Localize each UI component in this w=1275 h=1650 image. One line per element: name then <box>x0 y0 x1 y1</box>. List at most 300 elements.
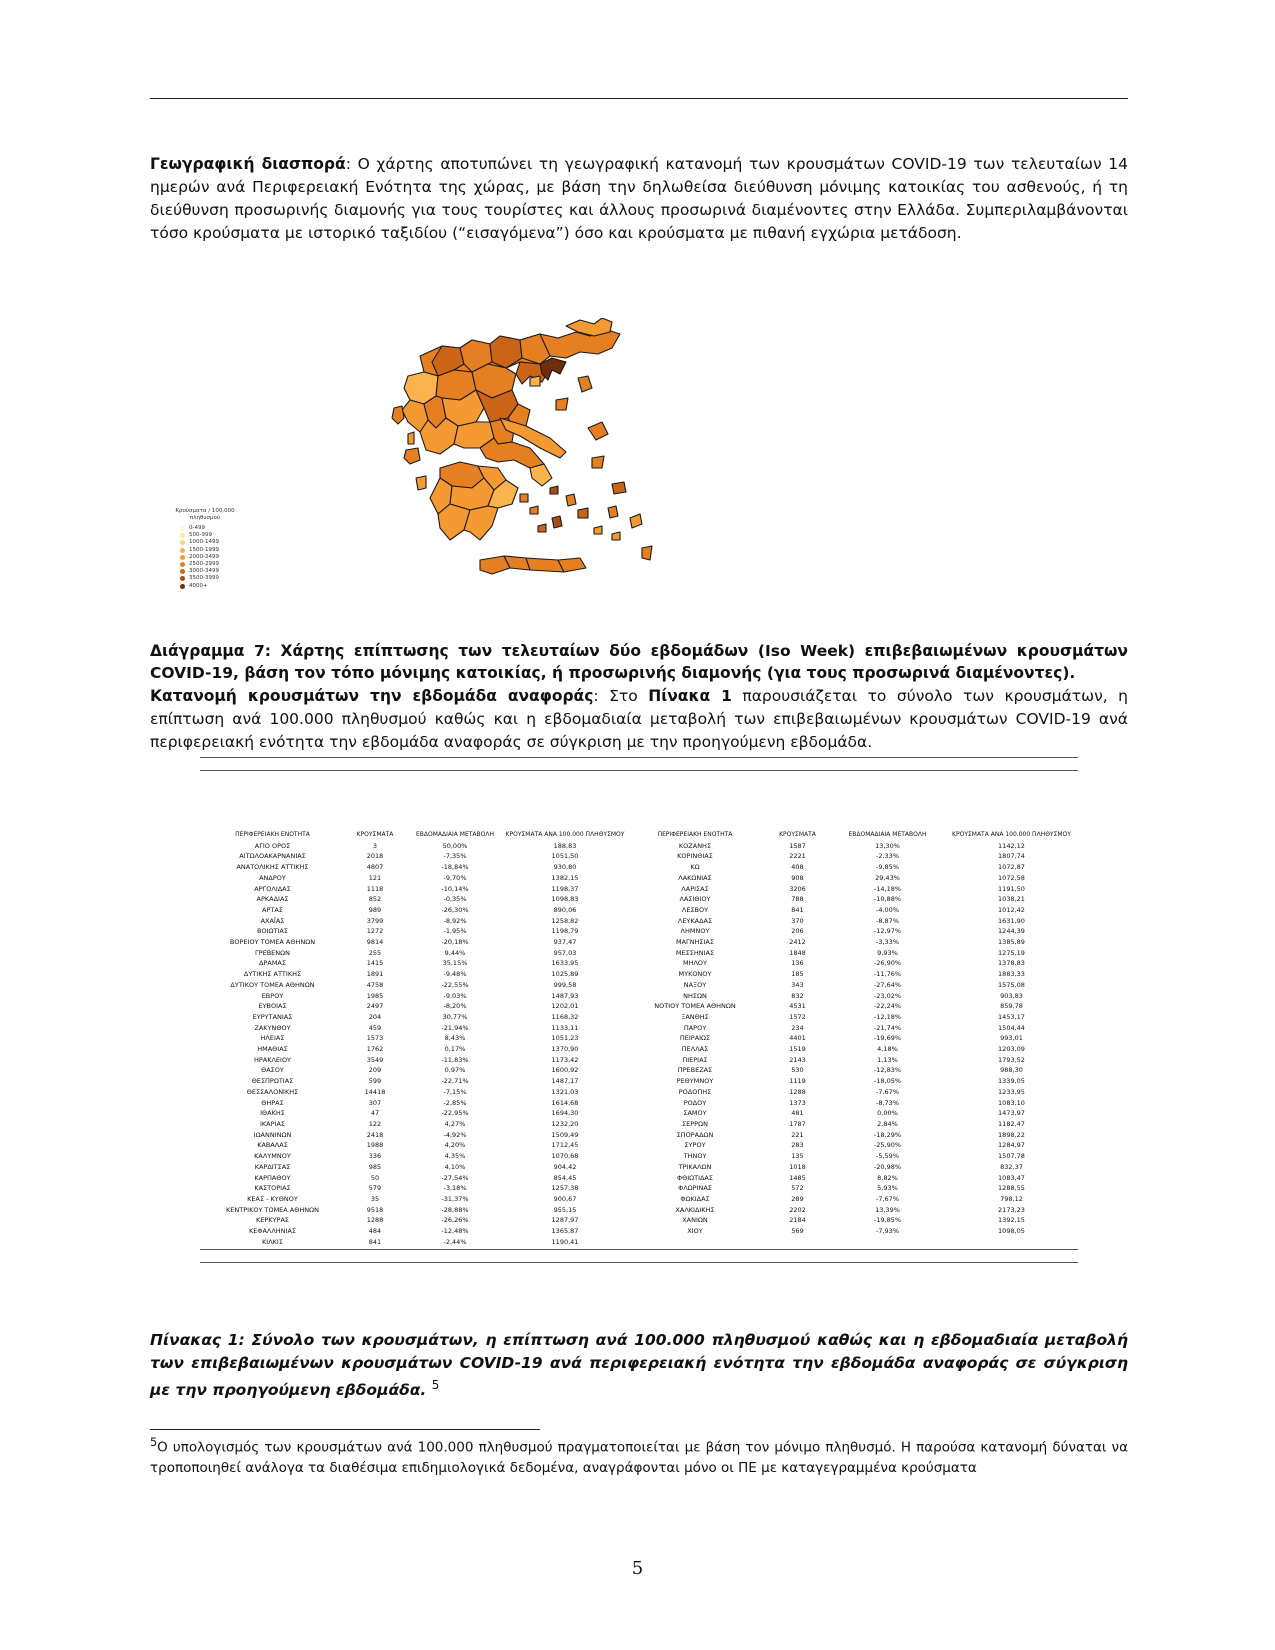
table-cell: -12,48% <box>441 1227 469 1236</box>
table-cell: -19,69% <box>873 1034 902 1043</box>
table-cell: -7,67% <box>876 1087 899 1096</box>
map-legend <box>160 508 250 590</box>
table-cell: 9518 <box>366 1205 384 1214</box>
footnote-text: Ο υπολογισμός των κρουσμάτων ανά 100.000 πληθυσμού πραγματοποιείται με βάση τον μόνιμο πληθυσμό. Η παρούσα κατανομή δύναται να τροποποιηθεί ανάλογα τα διαθέσιμα επιδημιολογικά δεδομένα, αναγράφονται μόνο οι ΠΕ με καταγεγραμμένα κρούσματα <box>150 1439 1128 1476</box>
table-cell: ΠΕΙΡΑΙΩΣ <box>679 1034 711 1043</box>
paragraph-title: Γεωγραφική διασπορά <box>150 155 346 173</box>
table-cell: 832,37 <box>1000 1162 1023 1171</box>
table-cell: -26,26% <box>441 1216 469 1225</box>
map-region <box>578 508 588 518</box>
table-cell: 13,39% <box>875 1205 900 1214</box>
table-cell: ΛΗΜΝΟΥ <box>680 927 710 936</box>
table-cell: 1694,30 <box>551 1109 579 1118</box>
table-cell: 1473,97 <box>998 1109 1025 1118</box>
table-cell: 1119 <box>789 1077 806 1086</box>
table-cell: -0,35% <box>443 895 467 904</box>
table-cell: -18,05% <box>873 1077 902 1086</box>
table-cell: -3,18% <box>443 1184 467 1193</box>
legend-label: 2000-2499 <box>189 553 219 560</box>
table-cell: -5,59% <box>876 1152 899 1161</box>
table-cell: 283 <box>791 1141 804 1150</box>
table-rule <box>200 1249 1078 1250</box>
table-row <box>200 1023 1078 1034</box>
table-cell: -7,67% <box>876 1194 899 1203</box>
table-cell: 4,20% <box>444 1141 466 1150</box>
table-cell: 1072,87 <box>998 863 1025 872</box>
table-row <box>200 1055 1078 1066</box>
map-region <box>408 432 414 444</box>
table-cell: 904,42 <box>553 1162 577 1171</box>
table-cell: 0,17% <box>444 1045 466 1054</box>
table-cell: 209 <box>368 1066 382 1075</box>
column-header: ΠΕΡΙΦΕΡΕΙΑΚΗ ΕΝΟΤΗΤΑ <box>657 831 733 838</box>
table-cell: -12,83% <box>873 1066 902 1075</box>
table-cell: -25,90% <box>873 1141 902 1150</box>
table-cell: -7,35% <box>443 852 467 861</box>
table-cell: 2173,23 <box>998 1205 1025 1214</box>
table-row <box>200 862 1078 873</box>
table-cell: -3,33% <box>876 938 899 947</box>
table-cell: 50 <box>370 1173 380 1182</box>
column-header: ΚΡΟΥΣΜΑΤΑ ΑΝΑ 100.000 ΠΛΗΘΥΣΜΟΥ <box>952 831 1071 838</box>
table-row <box>200 1173 1078 1184</box>
table-row <box>200 841 1078 852</box>
table-cell: 1793,52 <box>998 1055 1025 1064</box>
table-row <box>200 1194 1078 1205</box>
table-cell: 4,10% <box>444 1162 466 1171</box>
table-cell: 5,93% <box>877 1184 898 1193</box>
table-cell: 1891 <box>366 970 384 979</box>
table-cell: 1453,17 <box>998 1012 1025 1021</box>
legend-label: 3500-3999 <box>189 575 219 582</box>
table-cell: 4401 <box>789 1034 806 1043</box>
table-row <box>200 1205 1078 1216</box>
table-cell: 1807,74 <box>998 852 1025 861</box>
legend-label: 500-999 <box>189 532 212 539</box>
table-row <box>200 969 1078 980</box>
table-cell: -28,88% <box>441 1205 469 1214</box>
legend-item <box>180 539 250 546</box>
table-cell: -21,94% <box>441 1023 469 1032</box>
table-cell: 2184 <box>789 1216 806 1225</box>
figure-caption: Διάγραμμα 7: Χάρτης επίπτωσης των τελευταίων δύο εβδομάδων (Iso Week) επιβεβαιωμένων κρουσμάτων COVID-19, βάση τον τόπο μόνιμης κατοικίας, ή προσωρινής διαμονής (για τους προσωρινά διαμένοντες). <box>150 642 1128 682</box>
table-cell: 2018 <box>366 852 384 861</box>
map-region <box>392 406 404 424</box>
map-region <box>556 398 568 410</box>
table-cell: 121 <box>368 873 382 882</box>
table-cell: ΑΝΑΤΟΛΙΚΗΣ ΑΤΤΙΚΗΣ <box>236 863 309 872</box>
table-cell: -18,29% <box>873 1130 902 1139</box>
table-cell: 29,43% <box>875 873 900 882</box>
legend-swatch <box>180 548 185 553</box>
table-cell: -9,70% <box>443 873 467 882</box>
table-cell: -22,71% <box>441 1077 469 1086</box>
table-cell: 3206 <box>789 884 806 893</box>
table-cell: ΠΕΛΛΑΣ <box>681 1045 709 1054</box>
legend-item <box>180 547 250 554</box>
table-cell: 599 <box>368 1077 382 1086</box>
table-row <box>200 1001 1078 1012</box>
table-cell: -12,97% <box>873 927 902 936</box>
table-rule <box>200 770 1078 771</box>
table-cell: -22,95% <box>441 1109 469 1118</box>
table-row <box>200 1140 1078 1151</box>
map-region <box>612 482 626 494</box>
table-cell: 1275,19 <box>998 948 1025 957</box>
table-cell: -27,64% <box>873 980 902 989</box>
table-cell: ΙΩΑΝΝΙΝΩΝ <box>253 1130 292 1139</box>
table-row <box>200 980 1078 991</box>
table-cell: -26,90% <box>873 959 902 968</box>
table-cell: 1168,32 <box>551 1012 579 1021</box>
legend-swatch <box>180 584 185 589</box>
legend-item <box>180 583 250 590</box>
table-cell: -10,88% <box>873 895 902 904</box>
table-cell: 852 <box>368 895 382 904</box>
table-cell: -23,02% <box>873 991 902 1000</box>
table-cell: -7,15% <box>443 1087 467 1096</box>
table-row <box>200 851 1078 862</box>
table-cell: ΦΩΚΙΔΑΣ <box>680 1194 710 1203</box>
legend-item <box>180 532 250 539</box>
table-cell: 484 <box>368 1227 382 1236</box>
table-cell: 1848 <box>789 948 806 957</box>
map-region <box>404 448 420 464</box>
table-row <box>200 1098 1078 1109</box>
table-row <box>200 1087 1078 1098</box>
table-cell: 798,12 <box>1000 1194 1023 1203</box>
table-cell: 1600,92 <box>551 1066 579 1075</box>
legend-label: 4000+ <box>189 582 208 589</box>
map-region <box>552 516 562 528</box>
table-cell: 1098,83 <box>551 895 579 904</box>
map-region <box>592 456 604 468</box>
table-cell: ΧΑΛΚΙΔΙΚΗΣ <box>675 1205 715 1214</box>
table-cell: 2143 <box>789 1055 806 1064</box>
table-row <box>200 916 1078 927</box>
table-cell: ΝΑΞΟΥ <box>683 980 707 989</box>
table-row <box>200 1012 1078 1023</box>
map-region <box>538 524 546 532</box>
table-cell: 1232,20 <box>551 1119 579 1128</box>
table-cell: -9,85% <box>876 863 899 872</box>
table-row <box>200 1065 1078 1076</box>
table-cell: ΔΥΤΙΚΟΥ ΤΟΜΕΑ ΑΘΗΝΩΝ <box>230 980 315 989</box>
table-cell: ΝΟΤΙΟΥ ΤΟΜΕΑ ΑΘΗΝΩΝ <box>654 1002 736 1011</box>
table-cell: ΚΟΖΑΝΗΣ <box>678 841 712 850</box>
table-cell: 1198,37 <box>551 884 579 893</box>
table-cell: -2,85% <box>443 1098 467 1107</box>
table-cell: -8,20% <box>443 1002 467 1011</box>
legend-swatch <box>180 555 185 560</box>
table-cell: 221 <box>791 1130 804 1139</box>
map-region <box>530 506 538 514</box>
table-cell: -4,92% <box>443 1130 467 1139</box>
table-cell: ΛΑΣΙΘΙΟΥ <box>679 895 711 904</box>
table-row <box>200 1215 1078 1226</box>
table-cell: ΦΘΙΩΤΙΔΑΣ <box>676 1173 713 1182</box>
table-cell: 2202 <box>789 1205 806 1214</box>
table-cell: 1288,55 <box>998 1184 1025 1193</box>
table-cell: 343 <box>791 980 804 989</box>
table-cell: 788 <box>791 895 804 904</box>
table-cell: 1988 <box>366 1141 384 1150</box>
map-region <box>520 494 528 502</box>
legend-item <box>180 561 250 568</box>
map-region <box>550 486 558 494</box>
table-cell: 569 <box>791 1227 804 1236</box>
table-cell: 1573 <box>366 1034 384 1043</box>
table-caption-text: Πίνακας 1: Σύνολο των κρουσμάτων, η επίπτωση ανά 100.000 πληθυσμού καθώς και η εβδομαδιαία μεταβολή των επιβεβαιωμένων κρουσμάτων COVID-19 ανά περιφερειακή ενότητα την εβδομάδα αναφοράς σε σύγκριση με την προηγούμενη εβδομάδα. <box>150 1331 1128 1400</box>
table-cell: 3549 <box>366 1055 384 1064</box>
table-cell: ΚΑΣΤΟΡΙΑΣ <box>254 1184 291 1193</box>
table-cell: 1509,49 <box>551 1130 579 1139</box>
table-cell: -8,87% <box>876 916 899 925</box>
table-cell: ΘΗΡΑΣ <box>261 1098 284 1107</box>
table-cell: 8,43% <box>444 1034 466 1043</box>
table-cell: -8,92% <box>443 916 467 925</box>
page-number: 5 <box>631 1558 644 1579</box>
column-header: ΠΕΡΙΦΕΡΕΙΑΚΗ ΕΝΟΤΗΤΑ <box>235 831 310 838</box>
table-cell: 999,58 <box>553 980 577 989</box>
table-cell: 136 <box>791 959 804 968</box>
table-cell: 8,82% <box>877 1173 898 1182</box>
table-row <box>200 1183 1078 1194</box>
column-header: ΚΡΟΥΣΜΑΤΑ <box>779 831 816 838</box>
table-row <box>200 926 1078 937</box>
table-cell: 1083,10 <box>998 1098 1025 1107</box>
table-cell: 14418 <box>364 1087 386 1096</box>
table-row <box>200 1162 1078 1173</box>
map-region <box>594 526 602 534</box>
table-row <box>200 1151 1078 1162</box>
legend-label: 1000-1499 <box>189 539 219 546</box>
table-cell: ΗΡΑΚΛΕΙΟΥ <box>253 1055 292 1064</box>
map-region <box>588 422 608 440</box>
table-cell: ΑΡΓΟΛΙΔΑΣ <box>254 884 291 893</box>
table-cell: 908 <box>791 873 804 882</box>
table-row <box>200 1044 1078 1055</box>
table-cell <box>830 1237 945 1248</box>
table-cell: -2,44% <box>443 1237 467 1246</box>
table-row <box>200 894 1078 905</box>
table-cell: ΛΕΣΒΟΥ <box>681 905 709 914</box>
table-cell: 841 <box>368 1237 382 1246</box>
table-cell: 1339,05 <box>998 1077 1025 1086</box>
distribution-paragraph <box>150 685 1128 754</box>
table-cell: ΕΒΡΟΥ <box>261 991 284 1000</box>
map-region <box>464 506 498 540</box>
footnote-ref: 5 <box>431 1378 440 1392</box>
table-cell: 2,84% <box>877 1119 898 1128</box>
table-cell: -9,03% <box>443 991 467 1000</box>
table-cell: ΜΑΓΝΗΣΙΑΣ <box>675 938 714 947</box>
table-cell: 122 <box>368 1119 382 1128</box>
map-region <box>608 506 618 518</box>
map-region <box>438 504 470 540</box>
table-cell: ΛΑΡΙΣΑΣ <box>681 884 709 893</box>
geographic-spread-paragraph <box>150 153 1128 245</box>
table-cell: -18,84% <box>441 863 469 872</box>
table-cell: ΚΑΒΑΛΑΣ <box>257 1141 288 1150</box>
table-cell: 1191,50 <box>998 884 1025 893</box>
table-cell: 1051,50 <box>551 852 579 861</box>
map-region <box>612 532 620 540</box>
table-cell: 1365,87 <box>551 1227 579 1236</box>
table-row <box>200 958 1078 969</box>
legend-label: 1500-1999 <box>189 546 219 553</box>
table-cell: 4531 <box>789 1002 806 1011</box>
table-cell: ΜΥΚΟΝΟΥ <box>678 970 712 979</box>
table-cell: ΡΟΔΟΠΗΣ <box>678 1087 712 1096</box>
table-cell: ΚΙΛΚΙΣ <box>262 1237 283 1246</box>
table-cell: ΣΥΡΟΥ <box>684 1141 706 1150</box>
table-cell: 1392,15 <box>998 1216 1025 1225</box>
table-cell: 0,00% <box>877 1109 898 1118</box>
table-cell: 234 <box>791 1023 804 1032</box>
table-cell: 9,44% <box>444 948 466 957</box>
table-cell: 1572 <box>789 1012 806 1021</box>
table-cell: ΜΕΣΣΗΝΙΑΣ <box>675 948 715 957</box>
table-cell: 3799 <box>366 916 384 925</box>
table-cell <box>625 1237 765 1248</box>
footnote-rule <box>150 1429 540 1430</box>
table-cell: ΛΕΥΚΑΔΑΣ <box>677 916 713 925</box>
table-row <box>200 1108 1078 1119</box>
table-cell: 1142,12 <box>998 841 1025 850</box>
table-cell: ΒΟΡΕΙΟΥ ΤΟΜΕΑ ΑΘΗΝΩΝ <box>229 938 316 947</box>
table-cell: 9,93% <box>877 948 898 957</box>
table-row <box>200 1076 1078 1087</box>
table-cell: 579 <box>368 1184 382 1193</box>
table-cell: -14,18% <box>873 884 902 893</box>
table-cell: ΣΠΟΡΑΔΩΝ <box>676 1130 714 1139</box>
table-cell: -21,74% <box>873 1023 902 1032</box>
table-cell: 988,30 <box>1000 1066 1023 1075</box>
greece-incidence-map <box>380 318 710 618</box>
table-cell: 1382,15 <box>551 873 579 882</box>
table-cell: ΕΥΒΟΙΑΣ <box>258 1002 287 1011</box>
table-cell: -4,00% <box>876 905 899 914</box>
table-cell: 1070,68 <box>551 1152 579 1161</box>
table-cell: ΚΕΡΚΥΡΑΣ <box>256 1216 289 1225</box>
table-cell: -27,54% <box>441 1173 469 1182</box>
table-row <box>200 905 1078 916</box>
table-cell: ΧΑΝΙΩΝ <box>682 1216 708 1225</box>
table-cell <box>765 1237 830 1248</box>
table-cell: 1018 <box>789 1162 806 1171</box>
table-cell: 1288 <box>366 1216 384 1225</box>
table-cell: 255 <box>368 948 382 957</box>
table-row <box>200 991 1078 1002</box>
table-cell: ΙΚΑΡΙΑΣ <box>259 1119 286 1128</box>
table-cell: ΚΕΑΣ - ΚΥΘΝΟΥ <box>247 1194 298 1203</box>
table-cell: 957,03 <box>553 948 577 957</box>
table-cell: 930,80 <box>553 863 577 872</box>
table-cell: 530 <box>791 1066 804 1075</box>
table-cell: ΡΕΘΥΜΝΟΥ <box>676 1077 714 1086</box>
table-cell: ΦΛΩΡΙΝΑΣ <box>678 1184 712 1193</box>
table-cell: 1487,17 <box>551 1077 579 1086</box>
table-cell: 1587 <box>789 841 806 850</box>
table-cell: 1378,83 <box>998 959 1025 968</box>
table-cell: 854,45 <box>553 1173 577 1182</box>
table-row <box>200 1033 1078 1044</box>
table-cell: 1118 <box>366 884 384 893</box>
table-cell: -7,93% <box>876 1227 899 1236</box>
table-cell: ΠΙΕΡΙΑΣ <box>682 1055 708 1064</box>
table-cell: 955,15 <box>553 1205 577 1214</box>
table-cell: -20,18% <box>441 938 469 947</box>
table-rule <box>200 757 1078 758</box>
table-cell: ΕΥΡΥΤΑΝΙΑΣ <box>252 1012 293 1021</box>
table-cell: 47 <box>370 1109 380 1118</box>
table-cell: ΜΗΛΟΥ <box>682 959 708 968</box>
paragraph-text: : Ο χάρτης αποτυπώνει τη γεωγραφική κατανομή των κρουσμάτων COVID-19 των τελευταίων 14 ημερών ανά Περιφερειακή Ενότητα της χώρας, με βάση την δηλωθείσα διεύθυνση μόνιμης κατοικίας του ασθενούς, ή τη διεύθυνση προσωρινής διαμονής για τους τουρίστες και άλλους προσωρινά διαμένοντες στην Ελλάδα. Συμπεριλαμβάνονται τόσο κρούσματα με ιστορικό ταξιδίου (“εισαγόμενα”) όσο και κρούσματα με πιθανή εγχώρια μετάδοση. <box>150 155 1129 242</box>
table-cell: 2412 <box>789 938 806 947</box>
table-cell: 4807 <box>366 863 384 872</box>
table-cell: 481 <box>791 1109 804 1118</box>
legend-item <box>180 525 250 532</box>
table-row <box>200 1226 1078 1237</box>
table-cell: 1787 <box>789 1119 806 1128</box>
table-cell: ΘΑΣΟΥ <box>261 1066 284 1075</box>
map-svg <box>380 318 710 618</box>
table-cell: 1190,41 <box>551 1237 579 1246</box>
table-cell: ΤΗΝΟΥ <box>683 1152 707 1161</box>
table-cell: ΙΘΑΚΗΣ <box>260 1109 285 1118</box>
table-cell: ΚΩ <box>690 863 700 872</box>
table-cell: 993,01 <box>1000 1034 1023 1043</box>
table-cell: ΑΙΤΩΛΟΑΚΑΡΝΑΝΙΑΣ <box>239 852 306 861</box>
table-cell: 1614,68 <box>551 1098 579 1107</box>
table-cell: 4758 <box>366 980 384 989</box>
table-cell: 1182,47 <box>998 1119 1025 1128</box>
table-cell: 1051,23 <box>551 1034 579 1043</box>
table-cell: 1631,90 <box>998 916 1025 925</box>
table-cell <box>945 1237 1078 1248</box>
map-region <box>630 514 642 528</box>
table-cell: 1198,79 <box>551 927 579 936</box>
table-cell: 900,67 <box>553 1194 577 1203</box>
table-cell: 185 <box>791 970 804 979</box>
table-cell: -22,55% <box>441 980 469 989</box>
table-cell: 135 <box>791 1152 804 1161</box>
legend-title: Κρούσματα / 100.000 πληθυσμού <box>175 508 235 521</box>
legend-item <box>180 575 250 582</box>
table-cell: 890,06 <box>553 905 577 914</box>
table-cell: ΓΡΕΒΕΝΩΝ <box>255 948 290 957</box>
table-cell: 4,35% <box>444 1152 466 1161</box>
table-header-row <box>200 830 1078 841</box>
column-header: ΕΒΔΟΜΑΔΙΑΙΑ ΜΕΤΑΒΟΛΗ <box>848 831 927 838</box>
table-cell: ΔΡΑΜΑΣ <box>259 959 286 968</box>
table-cell: ΚΕΦΑΛΛΗΝΙΑΣ <box>248 1227 297 1236</box>
table-cell: 1258,82 <box>551 916 579 925</box>
table-cell: 35 <box>370 1194 380 1203</box>
table-cell: ΤΡΙΚΑΛΩΝ <box>678 1162 712 1171</box>
table-cell: -8,73% <box>876 1098 899 1107</box>
table-cell: 13,30% <box>875 841 900 850</box>
table-cell: ΝΗΣΩΝ <box>683 991 707 1000</box>
map-region <box>416 476 426 490</box>
table-cell: ΑΡΚΑΔΙΑΣ <box>256 895 289 904</box>
table-cell: 307 <box>368 1098 382 1107</box>
table-cell: 1203,09 <box>998 1045 1025 1054</box>
map-region <box>642 546 652 560</box>
table-cell: -10,14% <box>441 884 469 893</box>
table-cell: 1233,95 <box>998 1087 1025 1096</box>
